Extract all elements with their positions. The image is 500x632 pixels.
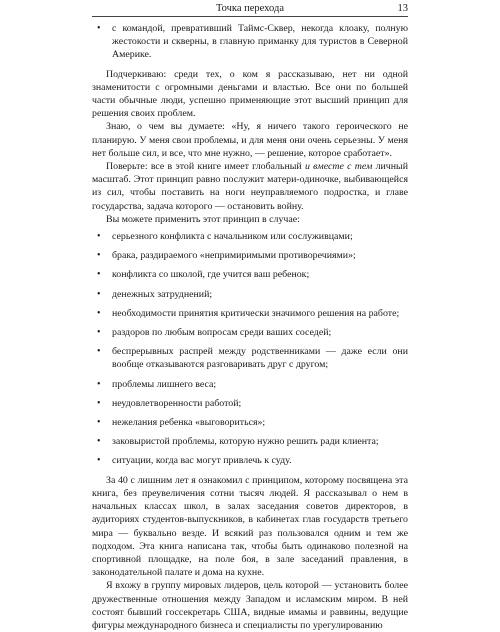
list-item: • неудовлетворенности работой; (92, 397, 408, 410)
list-item: • серьезного конфликта с начальником или сослуживцами; (92, 230, 408, 243)
paragraph (92, 160, 408, 213)
list-item: • заковыристой проблемы, которую нужно решить ради клиента; (92, 435, 408, 448)
continued-list (92, 22, 408, 62)
list-item: • проблемы лишнего веса; (92, 378, 408, 391)
list-item: • беспрерывных распрей между родственниками — даже если они вообще отказываются разговаривать друг с другом; (92, 345, 408, 371)
case-list (92, 230, 408, 468)
list-item: • необходимости принятия критически значимого решения на работе; (92, 307, 408, 320)
paragraph: Вы можете применить этот принцип в случае: (106, 213, 300, 225)
paragraph-text: личный масштаб. Этот принцип равно послужит матери-одиночке, выбивающейся из сил, чтобы поставить на ноги неуправляемого подростка, и главе государства, задача которого — остановить войну. (92, 161, 408, 212)
page-number: 13 (397, 3, 408, 14)
list-item: • ситуации, когда вас могут привлечь к суду. (92, 454, 408, 467)
paragraph: Подчеркиваю: среди тех, о ком я рассказываю, нет ни одной знаменитости с огромными деньгами и властью. Все они по большей части обычные люди, успешно применяющие этот высший принцип для решения своих проблем. (92, 68, 408, 120)
emphasis-text: и вместе с тем (304, 161, 373, 173)
list-item: • брака, раздираемого «непримиримыми противоречиями»; (92, 249, 408, 262)
list-item: • с командой, превративший Таймс-Сквер, некогда клоаку, полную жестокости и скверны, в главную приманку для туристов в Северной Америке. (92, 22, 408, 62)
paragraph: Я вхожу в группу мировых лидеров, цель которой — установить более дружественные отношения между Западом и исламским миром. В ней состоят бывший госсекретарь США, видные имамы и раввины, ведущие фигуры международного бизнеса и специалисты по урегулированию (92, 580, 408, 631)
list-item: • нежелания ребенка «выговориться»; (92, 416, 408, 429)
list-item: • конфликта со школой, где учится ваш ребенок; (92, 268, 408, 281)
list-item: • денежных затруднений; (92, 288, 408, 301)
paragraph: За 40 с лишним лет я ознакомил с принципом, которому посвящена эта книга, без преувеличения сотни тысяч людей. Я рассказывал о нем в начальных классах школ, в залах заседания советов директоров, в аудиториях студентов-выпускников, в кабинетах глав государств третьего мира — буквально везде. И всякий раз пользовался одним и тем же подходом. Эта книга написана так, чтобы быть одинаково полезной на спортивной площадке, на поле боя, в зале заседаний правления, в законодательной палате и дома на кухне. (92, 474, 408, 579)
list-item: • раздоров по любым вопросам среди ваших соседей; (92, 326, 408, 339)
page-header (92, 2, 408, 17)
paragraph: Знаю, о чем вы думаете: «Ну, я ничего такого героического не планирую. У меня свои проблемы, и для меня они очень серьезны. У меня нет больше сил, и все, что мне нужно, — решение, которое сработает». (92, 121, 408, 159)
paragraph-text: Поверьте: все в этой книге имеет глобальный (106, 161, 305, 173)
running-title: Точка перехода (216, 3, 284, 14)
page-body (92, 22, 408, 632)
